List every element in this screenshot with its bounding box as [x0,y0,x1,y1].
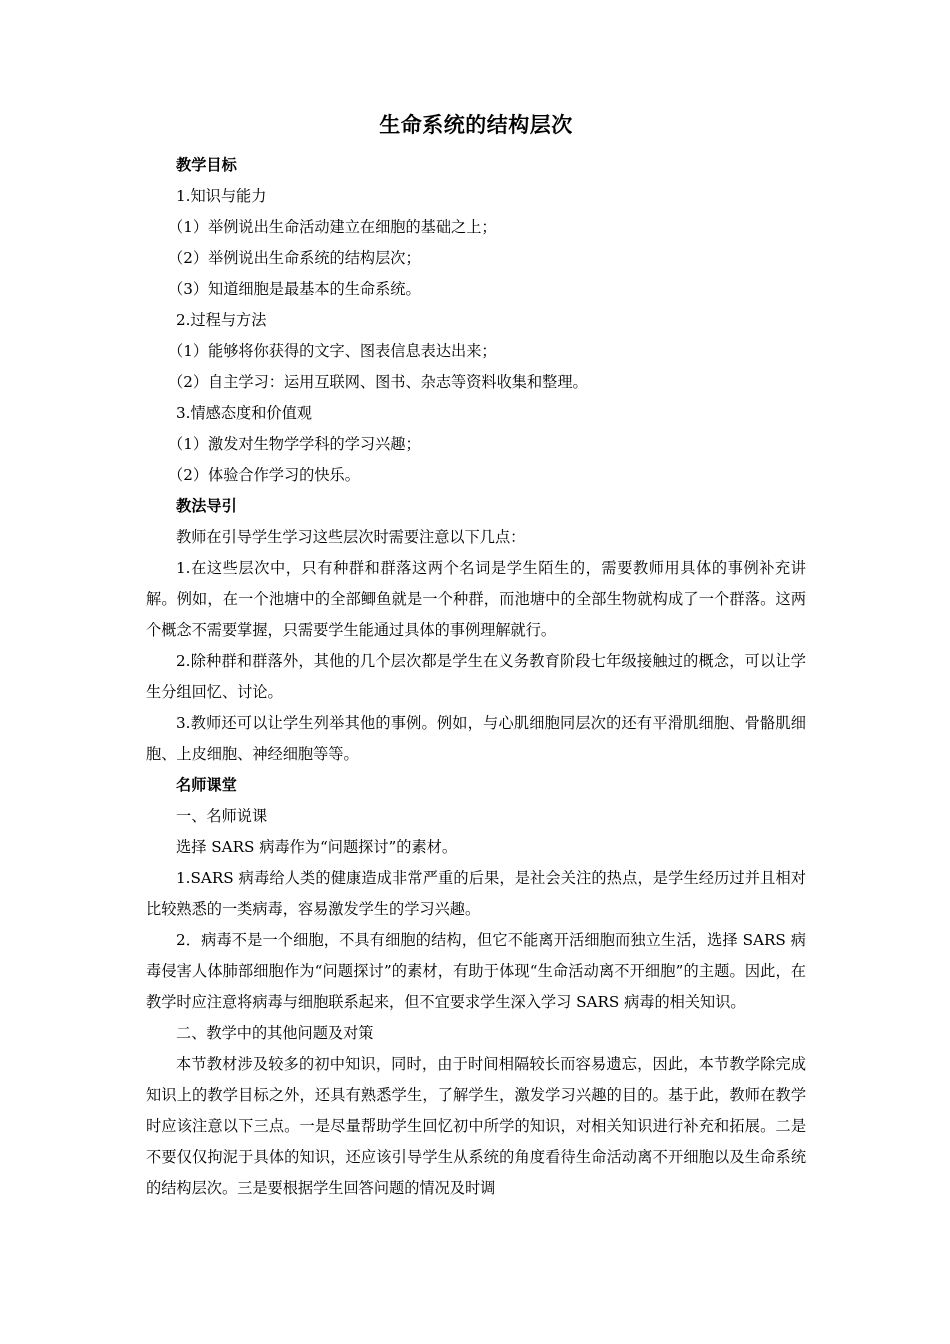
goal-item: （2）自主学习：运用互联网、图书、杂志等资料收集和整理。 [168,373,588,391]
goal-item: （3）知道细胞是最基本的生命系统。 [168,280,421,298]
subheading-other-issues: 二、教学中的其他问题及对策 [176,1024,374,1042]
goal-knowledge-heading: 1.知识与能力 [176,187,267,205]
guide-point: 2.除种群和群落外，其他的几个层次都是学生在义务教育阶段七年级接触过的概念，可以让学生分组回忆、讨论。 [146,652,806,701]
subheading-lecture: 一、名师说课 [176,807,268,825]
section-heading-teaching-guide: 教法导引 [176,497,237,515]
section-heading-master-class: 名师课堂 [176,776,237,794]
goal-item: （2）体验合作学习的快乐。 [168,466,360,484]
other-issues-paragraph: 本节教材涉及较多的初中知识，同时，由于时间相隔较长而容易遗忘，因此，本节教学除完成知识上的教学目标之外，还具有熟悉学生，了解学生，激发学习兴趣的目的。基于此，教师在教学时应该注意以下三点。一是尽量帮助学生回忆初中所学的知识，对相关知识进行补充和拓展。二是不要仅仅拘泥于具体的知识，还应该引导学生从系统的角度看待生命活动离不开细胞以及生命系统的结构层次。三是要根据学生回答问题的情况及时调 [146,1055,806,1197]
goal-item: （1）激发对生物学学科的学习兴趣； [168,435,421,453]
goal-attitude-heading: 3.情感态度和价值观 [176,404,312,422]
lecture-intro: 选择 SARS 病毒作为“问题探讨”的素材。 [176,838,458,856]
lecture-point: 2．病毒不是一个细胞，不具有细胞的结构，但它不能离开活细胞而独立生活，选择 SARS 病毒侵害人体肺部细胞作为“问题探讨”的素材，有助于体现“生命活动离不开细胞”的主题。因此，在教学时应注意将病毒与细胞联系起来，但不宜要求学生深入学习 SARS 病毒的相关知识。 [146,931,806,1011]
guide-intro: 教师在引导学生学习这些层次时需要注意以下几点： [176,528,526,546]
lecture-point: 1.SARS 病毒给人类的健康造成非常严重的后果，是社会关注的热点，是学生经历过并且相对比较熟悉的一类病毒，容易激发学生的学习兴趣。 [146,869,806,918]
goal-item: （2）举例说出生命系统的结构层次； [168,249,421,267]
goal-process-heading: 2.过程与方法 [176,311,267,329]
section-heading-teaching-goals: 教学目标 [176,156,237,174]
guide-point: 1.在这些层次中，只有种群和群落这两个名词是学生陌生的，需要教师用具体的事例补充讲解。例如，在一个池塘中的全部鲫鱼就是一个种群，而池塘中的全部生物就构成了一个群落。这两个概念不需要掌握，只需要学生能通过具体的事例理解就行。 [146,559,806,639]
goal-item: （1）能够将你获得的文字、图表信息表达出来； [168,342,497,360]
guide-point: 3.教师还可以让学生列举其他的事例。例如，与心肌细胞同层次的还有平滑肌细胞、骨骼肌细胞、上皮细胞、神经细胞等等。 [146,714,806,763]
goal-item: （1）举例说出生命活动建立在细胞的基础之上； [168,218,497,236]
document-title: 生命系统的结构层次 [379,113,573,137]
document-body [146,110,806,1204]
